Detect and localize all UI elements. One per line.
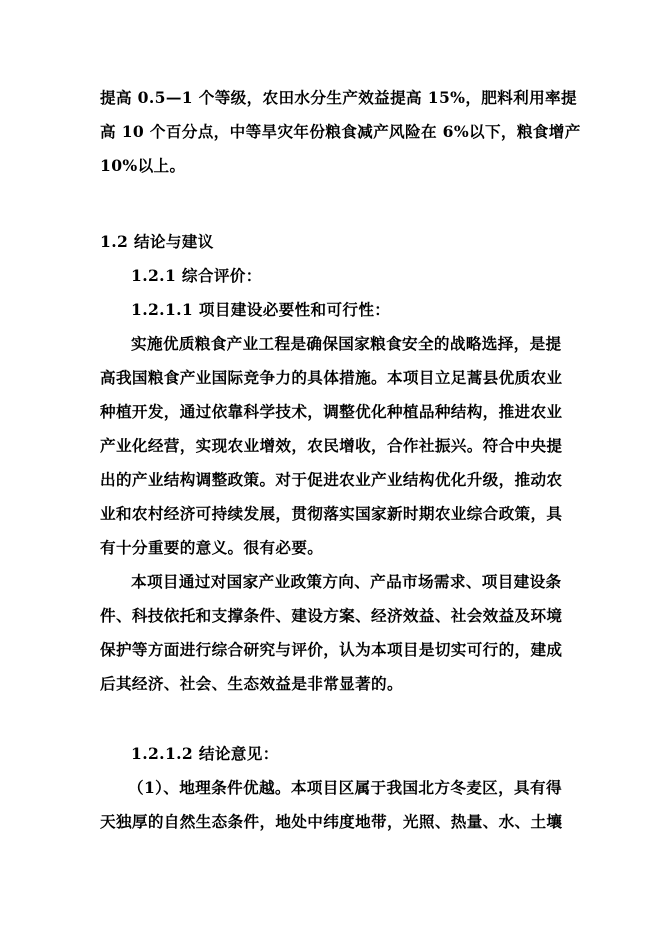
para-1-line-2: 高我国粮食产业国际竞争力的具体措施。本项目立足蒿县优质农业 xyxy=(100,368,563,387)
para-1-line-4: 产业化经营，实现农业增效，农民增收，合作社振兴。符合中央提 xyxy=(100,436,563,455)
para-3-line-2: 天独厚的自然生态条件，地处中纬度地带，光照、热量、水、土壤 xyxy=(100,812,563,831)
para-1-line-7: 有十分重要的意义。很有必要。 xyxy=(100,538,324,557)
para-2-line-4: 后其经济、社会、生态效益是非常显著的。 xyxy=(100,674,403,693)
para-1-line-3: 种植开发，通过依靠科学技术，调整优化种植品种结构，推进农业 xyxy=(100,402,563,421)
para-2-line-1: 本项目通过对国家产业政策方向、产品市场需求、项目建设条 xyxy=(131,572,562,591)
intro-line-2: 高 10 个百分点，中等旱灾年份粮食减产风险在 6%以下，粮食增产 xyxy=(100,122,581,141)
para-2-line-3: 保护等方面进行综合研究与评价，认为本项目是切实可行的，建成 xyxy=(100,640,563,659)
sub-heading-1: 1.2.1 综合评价： xyxy=(131,266,262,285)
intro-line-3: 10%以上。 xyxy=(100,156,186,175)
section-heading: 1.2 结论与建议 xyxy=(100,232,214,251)
sub-heading-2: 1.2.1.1 项目建设必要性和可行性： xyxy=(131,300,391,319)
para-1-line-1: 实施优质粮食产业工程是确保国家粮食安全的战略选择，是提 xyxy=(131,334,562,353)
intro-line-1: 提高 0.5—1 个等级，农田水分生产效益提高 15%，肥料利用率提 xyxy=(100,88,577,107)
para-1-line-6: 业和农村经济可持续发展，贯彻落实国家新时期农业综合政策，具 xyxy=(100,504,563,523)
para-1-line-5: 出的产业结构调整政策。对于促进农业产业结构优化升级，推动农 xyxy=(100,470,563,489)
sub-heading-3: 1.2.1.2 结论意见： xyxy=(131,744,279,763)
para-3-line-1: （1）、地理条件优越。本项目区属于我国北方冬麦区，具有得 xyxy=(128,778,562,797)
para-2-line-2: 件、科技依托和支撑条件、建设方案、经济效益、社会效益及环境 xyxy=(100,606,563,625)
